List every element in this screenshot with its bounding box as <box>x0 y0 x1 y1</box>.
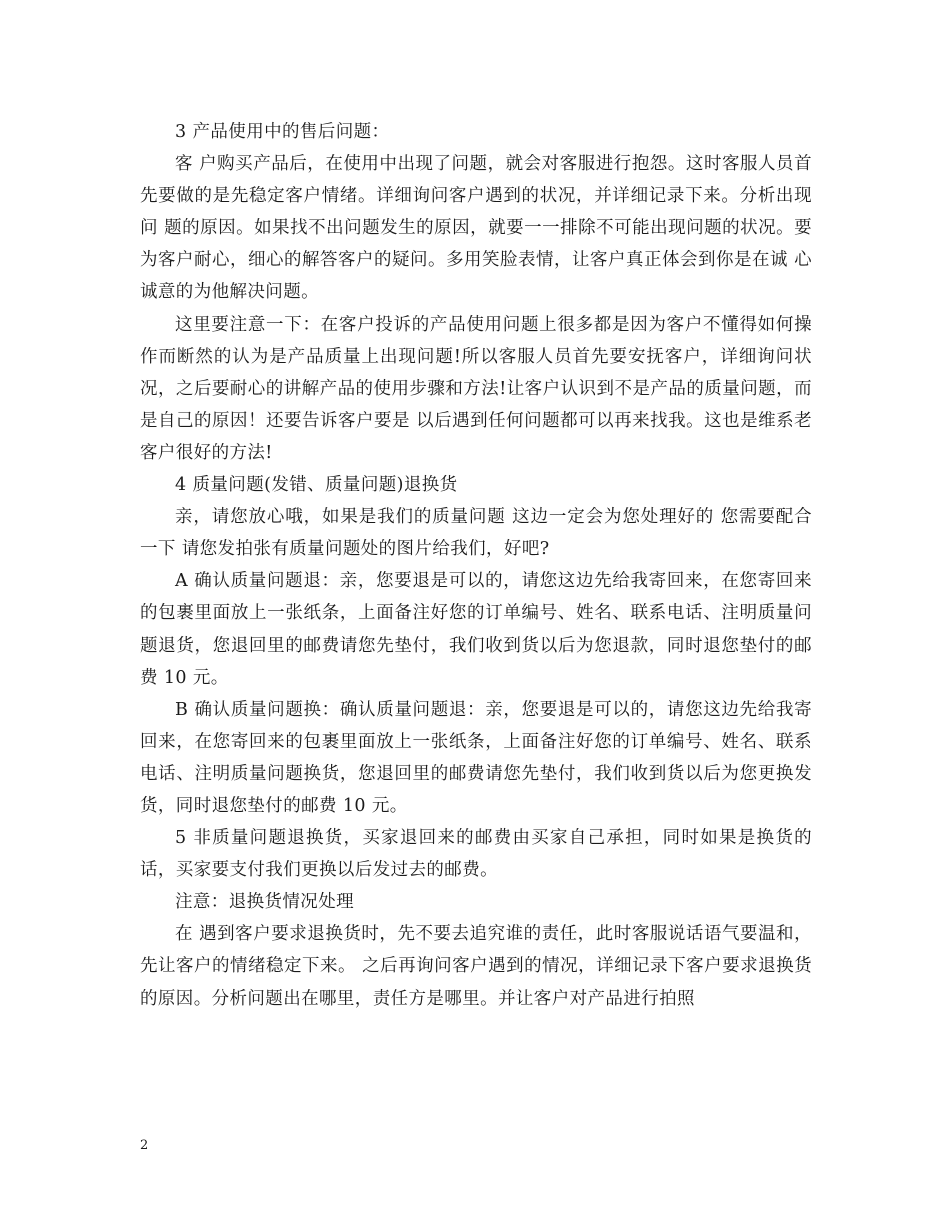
paragraph-note-usage-issue: 这里要注意一下：在客户投诉的产品使用问题上很多都是因为客户不懂得如何操作而断然的认为是产品质量上出现问题!所以客服人员首先要安抚客户，详细询问状况，之后要耐心的讲解产品的使用步骤和方法!让客户认识到不是产品的质量问题，而是自己的原因！还要告诉客户要是 以后遇到任何问题都可以再来找我。这也是维系老客户很好的方法! <box>140 314 812 463</box>
section-heading-attention: 注意：退换货情况处理 <box>175 892 354 913</box>
paragraph-customer-complaint: 客 户购买产品后，在使用中出现了问题，就会对客服进行抱怨。这时客服人员首先要做的是先稳定客户情绪。详细询问客户遇到的状况，并详细记录下来。分析出现问 题的原因。如果找不出问题发生的原因，就要一一排除不可能出现问题的状况。要为客户耐心，细心的解答客户的疑问。多用笑脸表情，让客户真正体会到你是在诚 心诚意的为他解决问题。 <box>140 154 812 303</box>
section-heading-after-sales: 3 产品使用中的售后问题： <box>175 122 390 142</box>
paragraph-reassure-customer: 亲，请您放心哦，如果是我们的质量问题 这边一定会为您处理好的 您需要配合一下 请您发拍张有质量问题处的图片给我们，好吧? <box>140 507 812 560</box>
document-body <box>140 116 812 1015</box>
paragraph-option-a-return: A 确认质量问题退：亲，您要退是可以的，请您这边先给我寄回来，在您寄回来的包裹里面放上一张纸条，上面备注好您的订单编号、姓名、联系电话、注明质量问题退货，您退回里的邮费请您先垫付，我们收到货以后为您退款，同时退您垫付的邮费 10 元。 <box>140 571 812 688</box>
section-heading-quality-return: 4 质量问题(发错、质量问题)退换货 <box>175 475 458 496</box>
paragraph-option-b-exchange: B 确认质量问题换：确认质量问题退：亲，您要退是可以的，请您这边先给我寄回来，在您寄回来的包裹里面放上一张纸条，上面备注好您的订单编号、姓名、联系电话、注明质量问题换货，您退回里的邮费请您先垫付，我们收到货以后为您更换发货，同时退您垫付的邮费 10 元。 <box>140 699 812 816</box>
page-number: 2 <box>140 1138 149 1153</box>
section-heading-non-quality-return: 5 非质量问题退换货，买家退回来的邮费由买家自己承担，同时如果是换货的话，买家要支付我们更换以后发过去的邮费。 <box>140 828 812 881</box>
paragraph-handling-returns: 在 遇到客户要求退换货时，先不要去追究谁的责任，此时客服说话语气要温和，先让客户的情绪稳定下来。 之后再询问客户遇到的情况，详细记录下客户要求退换货 的原因。分析问题出在哪里，责任方是哪里。并让客户对产品进行拍照 <box>140 924 812 1009</box>
